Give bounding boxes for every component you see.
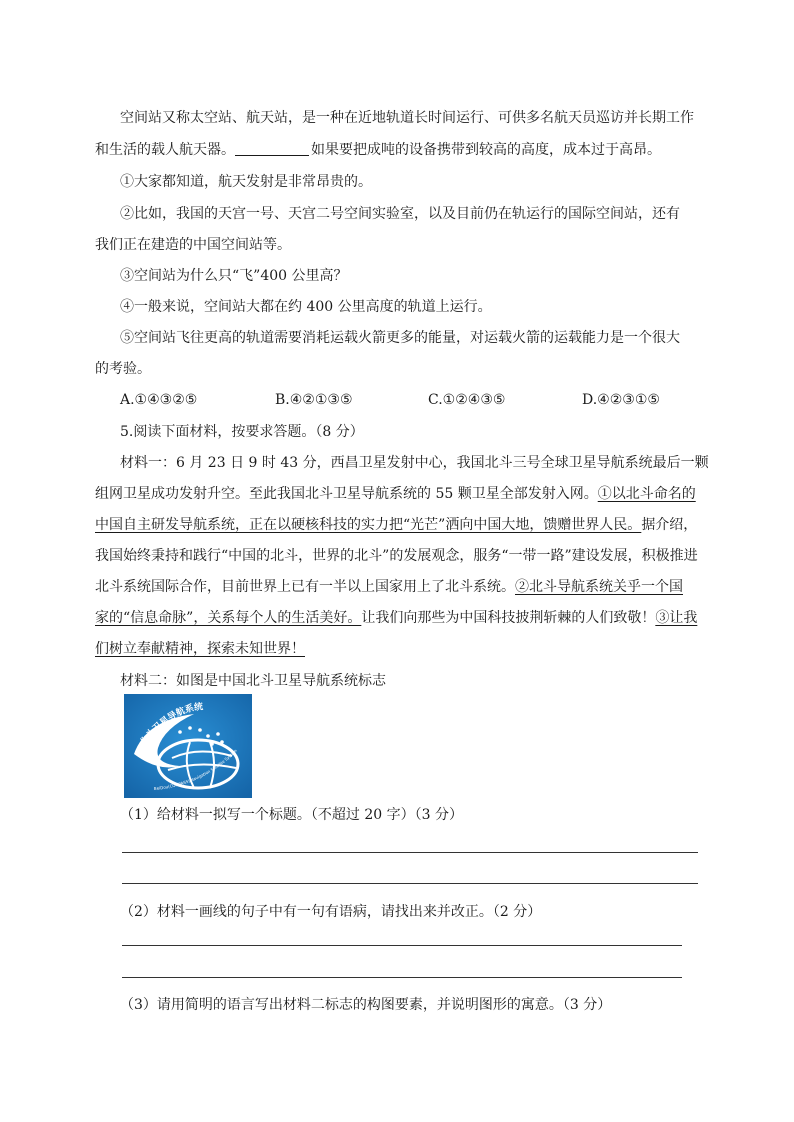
- material-1-line-5: [95, 578, 683, 597]
- sub-question-1: （1）给材料一拟写一个标题。（不超过 20 字）（3 分）: [120, 807, 463, 823]
- intro-line-2-end: 如果要把成吨的设备携带到较高的高度，成本过于高昂。: [311, 142, 661, 158]
- sentence-5b: 的考验。: [95, 361, 151, 377]
- sentence-5a: ⑤空间站飞往更高的轨道需要消耗运载火箭更多的能量，对运载火箭的运载能力是一个很大: [120, 330, 680, 346]
- option-c[interactable]: C.①②④③⑤: [428, 392, 506, 408]
- beidou-logo-icon: [124, 694, 252, 798]
- m1-l6-text: 让我们向那些为中国科技披荆斩棘的人们致敬！: [361, 610, 656, 626]
- question-5-title: 5.阅读下面材料，按要求答题。（8 分）: [120, 424, 364, 440]
- intro-line-2-start: 和生活的载人航天器。: [95, 142, 235, 158]
- intro-line-1: 空间站又称太空站、航天站，是一种在近地轨道长时间运行、可供多名航天员巡访并长期工作: [120, 110, 694, 126]
- intro-line-2: [95, 141, 661, 160]
- sentence-2a: ②比如，我国的天宫一号、天宫二号空间实验室，以及目前仍在轨运行的国际空间站，还有: [120, 206, 680, 222]
- material-1-line-3: [95, 516, 697, 535]
- underlined-sentence-3-start: ③让我: [655, 610, 698, 626]
- underlined-sentence-2-start: ②北斗导航系统关乎一个国: [515, 579, 683, 595]
- option-d[interactable]: D.④②③①⑤: [582, 392, 660, 408]
- answer-line-2[interactable]: [122, 883, 698, 884]
- material-1-line-2: [95, 485, 696, 504]
- material-1-line-6: [95, 609, 697, 628]
- m1-l3-text: 据介绍，: [641, 517, 698, 533]
- logo-arc-text: 北斗卫星导航系统: [138, 702, 204, 748]
- sub-question-2: （2）材料一画线的句子中有一句有语病，请找出来并改正。（2 分）: [120, 904, 542, 920]
- answer-line-4[interactable]: [122, 977, 682, 978]
- sentence-1: ①大家都知道，航天发射是非常昂贵的。: [120, 174, 372, 190]
- underlined-sentence-1-start: ①以北斗命名的: [597, 486, 696, 502]
- m1-l5-text: 北斗系统国际合作，目前世界上已有一半以上国家用上了北斗系统。: [95, 579, 515, 595]
- logo-bottom-text: BeiDou(COMPASS) Navigation Satellite System: [153, 747, 238, 791]
- underlined-sentence-2-end: 家的“信息命脉”，关系每个人的生活美好。: [95, 610, 362, 626]
- m1-l2-text: 组网卫星成功发射升空。至此我国北斗卫星导航系统的 55 颗卫星全部发射入网。: [95, 486, 598, 502]
- underlined-sentence-1-end: 中国自主研发导航系统，正在以硬核科技的实力把“光芒”洒向中国大地，馈赠世界人民。: [95, 517, 642, 533]
- underlined-sentence-3-end: 们树立奉献精神，探索未知世界！: [95, 641, 305, 657]
- sub-question-3: （3）请用简明的语言写出材料二标志的构图要素，并说明图形的寓意。（3 分）: [120, 997, 612, 1013]
- option-a[interactable]: A.①④③②⑤: [120, 392, 198, 408]
- material-1-line-1: 材料一：6 月 23 日 9 时 43 分，西昌卫星发射中心，我国北斗三号全球卫星导航系统最后一颗: [120, 455, 709, 471]
- option-b[interactable]: B.④②①③⑤: [275, 392, 353, 408]
- material-1-line-4: 我国始终秉持和践行“中国的北斗，世界的北斗”的发展观念，服务“一带一路”建设发展，积极推进: [95, 548, 698, 564]
- material-1-line-7: [95, 640, 305, 659]
- sentence-4: ④一般来说，空间站大都在约 400 公里高度的轨道上运行。: [120, 299, 492, 315]
- answer-blank[interactable]: [235, 141, 309, 156]
- answer-line-1[interactable]: [122, 852, 698, 853]
- sentence-3: ③空间站为什么只“飞”400 公里高？: [120, 268, 348, 284]
- material-2-caption: 材料二：如图是中国北斗卫星导航系统标志: [120, 673, 386, 689]
- sentence-2b: 我们正在建造的中国空间站等。: [95, 237, 291, 253]
- answer-line-3[interactable]: [122, 945, 682, 946]
